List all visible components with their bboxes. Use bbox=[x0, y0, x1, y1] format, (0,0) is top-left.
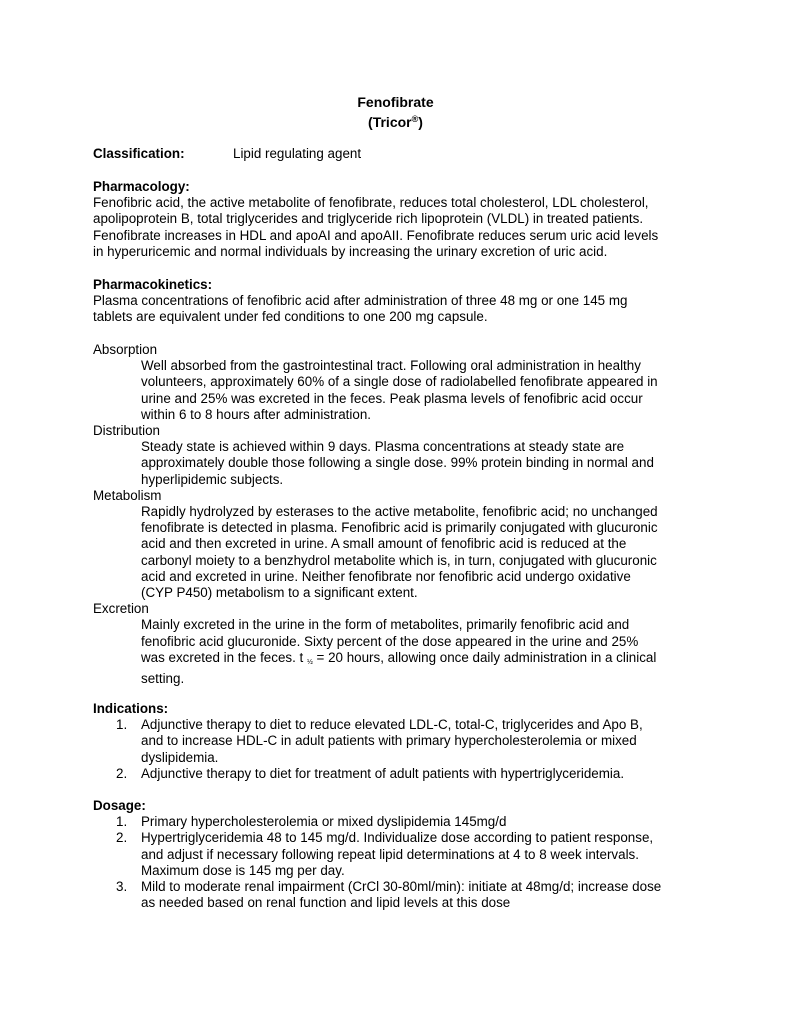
dosage-list bbox=[93, 814, 713, 911]
text-line: as needed based on renal function and lipid levels at this dose bbox=[141, 895, 511, 911]
text-line: apolipoprotein B, total triglycerides and triglyceride rich lipoprotein (VLDL) in treated patients. bbox=[93, 211, 644, 227]
classification-label: Classification: bbox=[93, 146, 185, 161]
text-line: acid and excreted in urine. Neither fenofibrate nor fenofibric acid undergo oxidative bbox=[141, 568, 631, 584]
pharmacokinetics-heading: Pharmacokinetics: bbox=[93, 277, 213, 292]
text-line: fenofibric acid glucuronide. Sixty percent of the dose appeared in the urine and 25% bbox=[141, 633, 639, 649]
text-line: and adjust if necessary following repeat lipid determinations at 4 to 8 week intervals. bbox=[141, 846, 639, 862]
text-line: dyslipidemia. bbox=[141, 749, 219, 765]
brand-close: ) bbox=[418, 114, 423, 130]
absorption-section bbox=[93, 342, 713, 687]
text-line: setting. bbox=[141, 671, 185, 687]
list-number: 3. bbox=[116, 879, 128, 895]
pharmacology-section bbox=[93, 179, 713, 260]
text-line: Fenofibric acid, the active metabolite of fenofibrate, reduces total cholesterol, LDL cholesterol, bbox=[93, 195, 649, 211]
text-line: Adjunctive therapy to diet for treatment of adult patients with hypertriglyceridemia. bbox=[141, 765, 625, 781]
text-line: urine and 25% was excreted in the feces. Peak plasma levels of fenofibric acid occur bbox=[141, 390, 643, 406]
indications-list bbox=[93, 717, 713, 782]
dosage-section bbox=[93, 798, 713, 911]
list-number: 1. bbox=[116, 717, 128, 733]
text-line: within 6 to 8 hours after administration. bbox=[141, 406, 371, 422]
text-line: approximately double those following a single dose. 99% protein binding in normal and bbox=[141, 455, 654, 471]
text-line: Well absorbed from the gastrointestinal tract. Following oral administration in healthy bbox=[141, 358, 641, 374]
pharmacokinetics-section bbox=[93, 277, 713, 326]
drug-title: Fenofibrate bbox=[357, 94, 434, 110]
indications-section bbox=[93, 701, 713, 782]
brand-name bbox=[0, 111, 791, 131]
excretion-heading: Excretion bbox=[93, 601, 149, 617]
list-number: 2. bbox=[116, 830, 128, 846]
text-line: Mild to moderate renal impairment (CrCl 30-80ml/min): initiate at 48mg/d; increase dose bbox=[141, 879, 662, 895]
indications-heading: Indications: bbox=[93, 701, 169, 716]
half-symbol: ½ bbox=[306, 658, 313, 666]
list-item bbox=[116, 717, 713, 766]
classification-row bbox=[93, 146, 361, 162]
text-line: Fenofibrate increases in HDL and apoAI and apoAII. Fenofibrate reduces serum uric acid levels bbox=[93, 227, 659, 243]
text-line: carbonyl moiety to a benzhydrol metabolite which is, in turn, conjugated with glucuronic bbox=[141, 552, 657, 568]
text-line: and to increase HDL-C in adult patients with primary hypercholesterolemia or mixed bbox=[141, 733, 637, 749]
text-line: Primary hypercholesterolemia or mixed dyslipidemia 145mg/d bbox=[141, 814, 507, 830]
text-line: hyperlipidemic subjects. bbox=[141, 471, 284, 487]
text-line: Hypertriglyceridemia 48 to 145 mg/d. Individualize dose according to patient response, bbox=[141, 830, 654, 846]
list-item bbox=[116, 814, 713, 830]
absorption-heading: Absorption bbox=[93, 342, 158, 357]
text-line: Adjunctive therapy to diet to reduce elevated LDL-C, total-C, triglycerides and Apo B, bbox=[141, 717, 643, 733]
dosage-heading: Dosage: bbox=[93, 798, 146, 813]
list-item bbox=[116, 879, 713, 911]
list-number: 1. bbox=[116, 814, 128, 830]
distribution-heading: Distribution bbox=[93, 423, 160, 439]
text-line: Mainly excreted in the urine in the form of metabolites, primarily fenofibric acid and bbox=[141, 617, 630, 633]
text-line: tablets are equivalent under fed conditions to one 200 mg capsule. bbox=[93, 309, 488, 325]
pharmacology-heading: Pharmacology: bbox=[93, 179, 190, 194]
half-life-line bbox=[141, 650, 713, 671]
list-item bbox=[116, 765, 713, 782]
text-line: in hyperuricemic and normal individuals by increasing the urinary excretion of uric acid. bbox=[93, 243, 608, 259]
classification-value: Lipid regulating agent bbox=[233, 146, 362, 161]
text-line: Rapidly hydrolyzed by esterases to the active metabolite, fenofibric acid; no unchanged bbox=[141, 504, 658, 520]
text-line: Maximum dose is 145 mg per day. bbox=[141, 862, 345, 878]
text-line: Steady state is achieved within 9 days. Plasma concentrations at steady state are bbox=[141, 439, 625, 455]
metabolism-heading: Metabolism bbox=[93, 487, 162, 503]
list-item bbox=[116, 830, 713, 879]
text-span: = 20 hours, allowing once daily administration in a clinical bbox=[312, 649, 657, 665]
text-line: fenofibrate is detected in plasma. Fenofibric acid is primarily conjugated with glucuronic bbox=[141, 520, 658, 536]
text-span: was excreted in the feces. t bbox=[141, 649, 307, 665]
text-line: acid and then excreted in urine. A small amount of fenofibric acid is reduced at the bbox=[141, 536, 627, 552]
text-line: Plasma concentrations of fenofibric acid after administration of three 48 mg or one 145 mg bbox=[93, 293, 628, 309]
text-line: volunteers, approximately 60% of a single dose of radiolabelled fenofibrate appeared in bbox=[141, 374, 658, 390]
list-number: 2. bbox=[116, 765, 128, 781]
registered-mark: ® bbox=[411, 114, 419, 124]
brand-text: (Tricor bbox=[368, 114, 412, 130]
text-line: (CYP P450) metabolism to a significant extent. bbox=[141, 585, 418, 601]
